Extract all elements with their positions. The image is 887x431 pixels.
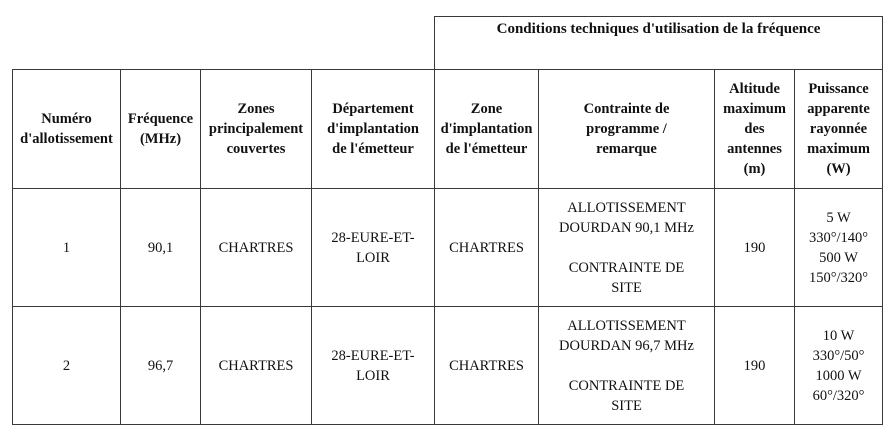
- cell-line: ALLOTISSEMENT: [567, 317, 686, 334]
- cell-numero: 2: [13, 307, 121, 425]
- cell-altitude: 190: [715, 307, 795, 425]
- header-departement: [312, 70, 435, 189]
- cell-line: 330°/50°: [812, 347, 865, 364]
- cell-zones: CHARTRES: [201, 189, 312, 307]
- header-line: de l'émetteur: [445, 141, 528, 157]
- header-line: couvertes: [226, 141, 286, 157]
- cell-contrainte: [539, 307, 715, 425]
- header-puissance: [795, 70, 883, 189]
- cell-zone-implantation: CHARTRES: [435, 307, 539, 425]
- cell-departement: [312, 307, 435, 425]
- header-line: Altitude: [729, 81, 780, 97]
- header-line: Contrainte de: [583, 101, 670, 117]
- cell-frequence: 90,1: [121, 189, 201, 307]
- header-zone-implantation: [435, 70, 539, 189]
- cell-line: 500 W: [819, 249, 858, 266]
- header-line: (W): [826, 161, 851, 177]
- header-line: maximum: [807, 141, 870, 157]
- cell-line: DOURDAN 96,7 MHz: [559, 337, 694, 354]
- cell-line: 1000 W: [815, 367, 862, 384]
- technical-conditions-header: Conditions techniques d'utilisation de la fréquence: [435, 17, 883, 70]
- header-line: Fréquence: [127, 111, 194, 127]
- cell-zone-implantation: CHARTRES: [435, 189, 539, 307]
- cell-line: DOURDAN 90,1 MHz: [559, 219, 694, 236]
- header-line: de l'émetteur: [332, 141, 414, 157]
- header-line: remarque: [596, 141, 657, 157]
- cell-line: 28-EURE-ET-: [331, 229, 415, 246]
- super-header-row: [13, 17, 883, 70]
- cell-numero: 1: [13, 189, 121, 307]
- cell-line: LOIR: [356, 249, 390, 266]
- header-line: apparente: [807, 101, 870, 117]
- cell-contrainte: [539, 189, 715, 307]
- blank-header-cell: [13, 17, 435, 70]
- cell-line: 28-EURE-ET-: [331, 347, 415, 364]
- header-contrainte: [539, 70, 715, 189]
- header-altitude: [715, 70, 795, 189]
- header-line: (m): [743, 161, 766, 177]
- cell-zones: CHARTRES: [201, 307, 312, 425]
- header-line: d'implantation: [327, 121, 419, 137]
- cell-line: SITE: [611, 397, 642, 414]
- header-line: rayonnée: [809, 121, 868, 137]
- cell-line: CONTRAINTE DE: [568, 259, 685, 276]
- header-line: Département: [332, 101, 414, 117]
- cell-line: LOIR: [356, 367, 390, 384]
- header-line: d'allotissement: [20, 131, 113, 147]
- header-line: Numéro: [41, 111, 92, 127]
- header-zones: [201, 70, 312, 189]
- table-row: [13, 307, 883, 425]
- cell-line: ALLOTISSEMENT: [567, 199, 686, 216]
- frequency-table: [12, 16, 883, 425]
- table-row: [13, 189, 883, 307]
- cell-frequence: 96,7: [121, 307, 201, 425]
- header-line: antennes: [727, 141, 782, 157]
- header-line: des: [744, 121, 765, 137]
- cell-line: 330°/140°: [808, 229, 869, 246]
- column-header-row: [13, 70, 883, 189]
- cell-line: 150°/320°: [808, 269, 869, 286]
- header-line: (MHz): [139, 131, 182, 147]
- header-numero: [13, 70, 121, 189]
- header-line: maximum: [723, 101, 786, 117]
- header-line: d'implantation: [440, 121, 533, 137]
- cell-line: CONTRAINTE DE: [568, 377, 685, 394]
- cell-puissance: [795, 189, 883, 307]
- header-line: Zones: [237, 101, 275, 117]
- cell-departement: [312, 189, 435, 307]
- cell-altitude: 190: [715, 189, 795, 307]
- cell-spacer: [543, 356, 710, 376]
- cell-spacer: [543, 238, 710, 258]
- header-frequence: [121, 70, 201, 189]
- header-line: Puissance: [808, 81, 869, 97]
- header-line: Zone: [470, 101, 503, 117]
- header-line: principalement: [208, 121, 304, 137]
- cell-line: 60°/320°: [812, 387, 865, 404]
- cell-puissance: [795, 307, 883, 425]
- header-line: programme /: [586, 121, 667, 137]
- cell-line: SITE: [611, 279, 642, 296]
- cell-line: 10 W: [822, 327, 855, 344]
- cell-line: 5 W: [826, 209, 851, 226]
